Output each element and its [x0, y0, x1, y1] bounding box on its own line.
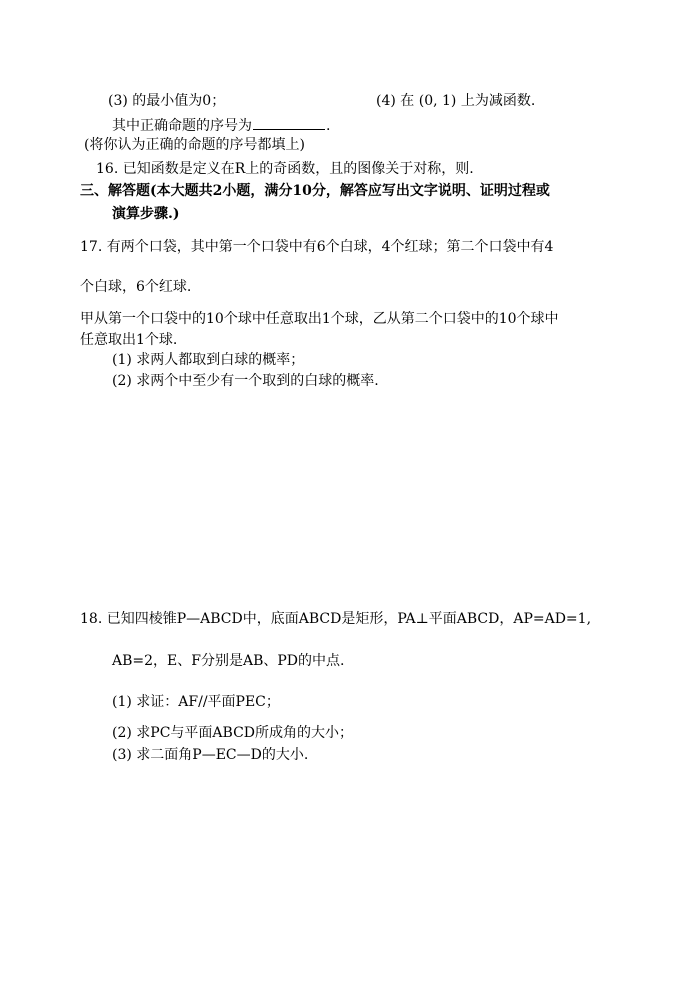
q17-sub-1: (1) 求两人都取到白球的概率；: [112, 352, 305, 368]
q15-item-4: (4) 在 (0, 1) 上为减函数.: [376, 93, 536, 109]
q15-note: (将你认为正确的命题的序号都填上): [84, 137, 305, 153]
q17-line-3: 甲从第一个口袋中的10个球中任意取出1个球，乙从第二个口袋中的10个球中: [80, 311, 559, 327]
q15-item-3: (3) 的最小值为0；: [108, 93, 226, 109]
q17-line-2: 个白球，6个红球.: [80, 279, 192, 295]
q15-answer-blank[interactable]: [253, 115, 325, 130]
q18-line-2: AB=2，E、F分别是AB、PD的中点.: [112, 653, 345, 669]
q17-sub-2: (2) 求两个中至少有一个取到的白球的概率.: [112, 373, 379, 389]
q18-sub-3: (3) 求二面角P—EC—D的大小.: [112, 747, 309, 763]
q15-prompt: 其中正确命题的序号为: [112, 118, 252, 134]
q17-line-4: 任意取出1个球.: [80, 332, 178, 348]
q17-line-1: 17. 有两个口袋，其中第一个口袋中有6个白球，4个红球；第二个口袋中有4: [80, 239, 554, 255]
section-3-heading: 三、解答题(本大题共2小题，满分10分，解答应写出文字说明、证明过程或: [80, 183, 550, 199]
q16-text: 16. 已知函数是定义在R上的奇函数，且的图像关于对称，则.: [96, 161, 474, 177]
q18-sub-1: (1) 求证：AF//平面PEC；: [112, 694, 280, 710]
q18-line-1: 18. 已知四棱锥P—ABCD中，底面ABCD是矩形，PA⊥平面ABCD，AP=AD=1,: [80, 611, 592, 627]
q18-sub-2: (2) 求PC与平面ABCD所成角的大小；: [112, 725, 354, 741]
q15-end-mark: .: [326, 118, 331, 134]
q15-answer-line: [112, 115, 330, 135]
section-3-heading-cont: 演算步骤.): [112, 206, 180, 222]
